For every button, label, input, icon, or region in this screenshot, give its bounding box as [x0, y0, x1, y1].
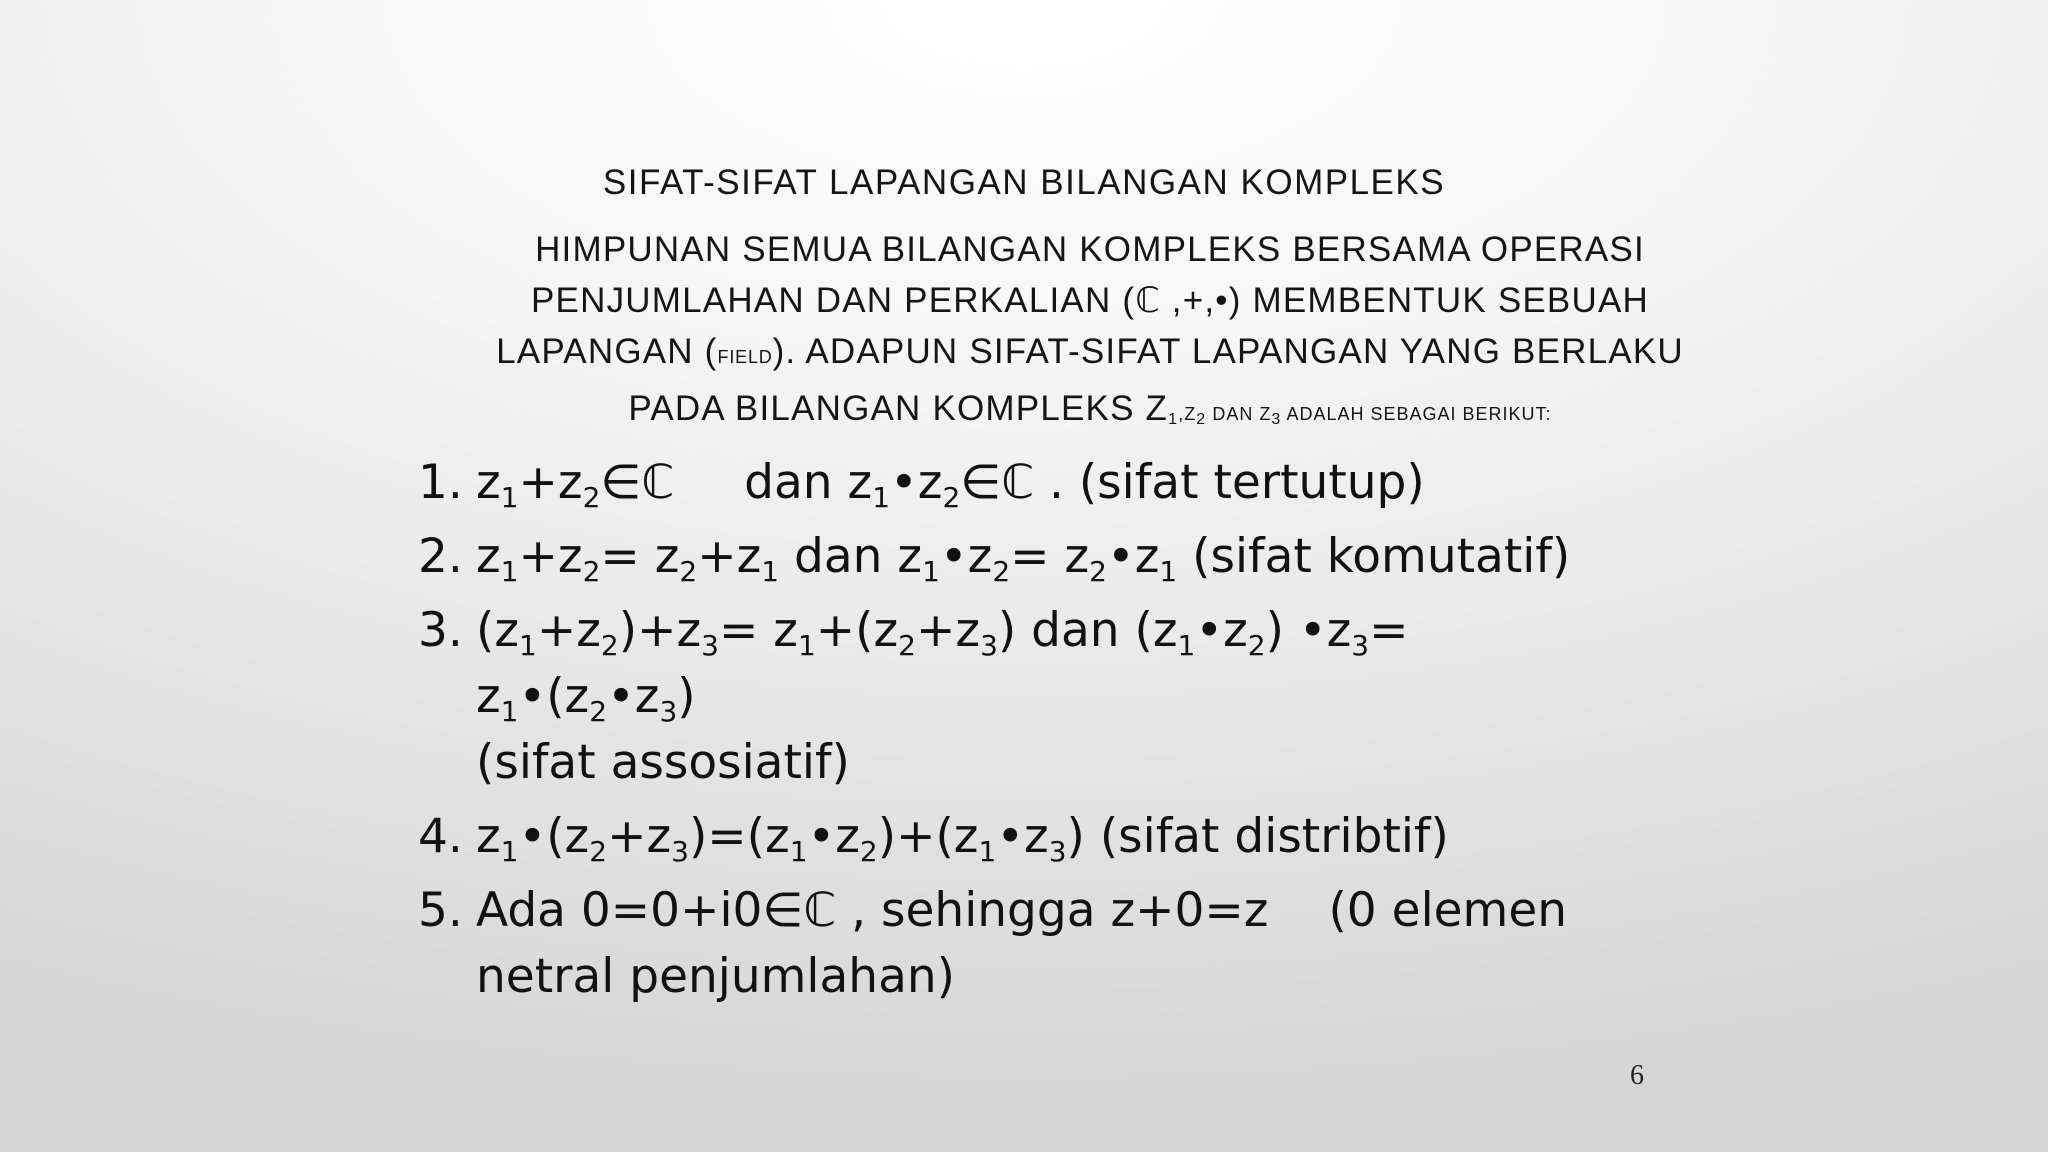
text: ) (sifat distribtif) — [1066, 809, 1449, 864]
text: +z — [916, 603, 981, 658]
property-item — [418, 524, 1598, 590]
text: •(z — [518, 669, 590, 724]
subscript: 2 — [582, 481, 601, 514]
slide-title: SIFAT-SIFAT LAPANGAN BILANGAN KOMPLEKS — [602, 163, 1446, 202]
text: Ada 0=0+i0∈ℂ , sehingga z+0=z — [476, 883, 1269, 938]
subscript: 3 — [659, 695, 678, 728]
item-number: 4. — [418, 809, 463, 864]
text: = z — [476, 603, 1409, 724]
subscript: 1 — [797, 629, 816, 662]
subscript: 2 — [1089, 555, 1107, 588]
text: )=(z — [688, 809, 790, 864]
text: z — [476, 455, 501, 510]
subscript: 2 — [1247, 629, 1266, 662]
text: z — [476, 529, 501, 584]
text: +(z — [815, 603, 899, 658]
text: •z — [1195, 603, 1248, 658]
text: +z — [607, 809, 672, 864]
property-item — [418, 804, 1598, 870]
intro-line-3-end: ). ADAPUN SIFAT-SIFAT LAPANGAN YANG BERLAKU — [772, 332, 1684, 371]
text: ) dan (z — [997, 603, 1178, 658]
subscript: 2 — [898, 629, 916, 662]
text: ) •z — [1265, 603, 1352, 658]
text: ) — [677, 669, 696, 724]
text: •z — [607, 669, 660, 724]
subscript: 3 — [1351, 629, 1370, 662]
intro-line-4-sep: ,Z — [1178, 404, 1197, 424]
subscript: 1 — [1159, 555, 1178, 588]
text: •(z — [518, 809, 590, 864]
item-number: 1. — [418, 455, 463, 510]
text: z — [476, 809, 501, 864]
text: +z — [536, 603, 601, 658]
property-item — [418, 878, 1598, 1010]
subscript: 2 — [589, 695, 608, 728]
text: +z — [518, 455, 583, 510]
subscript: 1 — [1168, 411, 1179, 428]
text: •z — [807, 809, 860, 864]
item-continuation: netral penjumlahan) — [476, 949, 955, 1004]
subscript: 3 — [701, 629, 719, 662]
subscript: 3 — [671, 835, 689, 868]
subscript: 2 — [992, 555, 1011, 588]
text: = z — [600, 529, 680, 584]
subscript: 1 — [789, 835, 808, 868]
text: (sifat komutatif) — [1177, 529, 1571, 584]
subscript: 1 — [500, 695, 519, 728]
subscript: 2 — [582, 555, 601, 588]
subscript: 3 — [1048, 835, 1067, 868]
field-term: FIELD — [717, 347, 773, 367]
subscript: 1 — [500, 555, 519, 588]
text: ∈ℂ — [600, 455, 675, 510]
text: +z — [697, 529, 762, 584]
intro-line-4-end: ADALAH SEBAGAI BERIKUT: — [1281, 404, 1552, 424]
item-number: 5. — [418, 883, 463, 938]
text: (0 elemen — [1328, 883, 1568, 938]
text: +z — [518, 529, 583, 584]
subscript: 2 — [1196, 411, 1207, 428]
intro-line-3 — [440, 326, 1740, 383]
subscript: 1 — [978, 835, 997, 868]
subscript: 1 — [500, 835, 519, 868]
page-number: 6 — [1630, 1060, 1644, 1091]
intro-line-4 — [440, 383, 1740, 440]
intro-line-3-start: LAPANGAN ( — [496, 332, 718, 371]
text: •z — [939, 529, 993, 584]
subscript: 1 — [1177, 629, 1196, 662]
subscript: 2 — [859, 835, 878, 868]
intro-line-1: HIMPUNAN SEMUA BILANGAN KOMPLEKS BERSAMA OPERASI — [535, 230, 1645, 269]
text: •z — [996, 809, 1049, 864]
text: •z — [890, 455, 943, 510]
subscript: 1 — [872, 481, 891, 514]
property-item — [418, 598, 1598, 796]
text: )+z — [618, 603, 702, 658]
subscript: 3 — [1271, 411, 1282, 428]
text: = z — [1010, 529, 1090, 584]
item-continuation: (sifat assosiatif) — [476, 735, 850, 790]
subscript: 2 — [600, 629, 619, 662]
subscript: 1 — [519, 629, 537, 662]
text: dan z — [744, 455, 873, 510]
text: •z — [1106, 529, 1160, 584]
text: )+(z — [877, 809, 979, 864]
properties-list — [418, 450, 1598, 1018]
subscript: 2 — [942, 481, 961, 514]
text: dan z — [779, 529, 923, 584]
subscript: 3 — [980, 629, 998, 662]
text: ∈ℂ . (sifat tertutup) — [960, 455, 1425, 510]
subscript: 2 — [589, 835, 608, 868]
subscript: 1 — [500, 481, 519, 514]
text: (z — [476, 603, 520, 658]
intro-line-4-start: PADA BILANGAN KOMPLEKS Z — [628, 389, 1169, 428]
text: = z — [718, 603, 798, 658]
subscript: 1 — [922, 555, 940, 588]
subscript: 1 — [761, 555, 780, 588]
item-number: 3. — [418, 603, 463, 658]
subscript: 2 — [679, 555, 698, 588]
item-number: 2. — [418, 529, 463, 584]
intro-line-2: PENJUMLAHAN DAN PERKALIAN (ℂ ,+,•) MEMBENTUK SEBUAH — [531, 281, 1649, 320]
intro-line-4-mid: DAN Z — [1206, 404, 1272, 424]
property-item — [418, 450, 1598, 516]
intro-paragraph — [440, 224, 1740, 440]
